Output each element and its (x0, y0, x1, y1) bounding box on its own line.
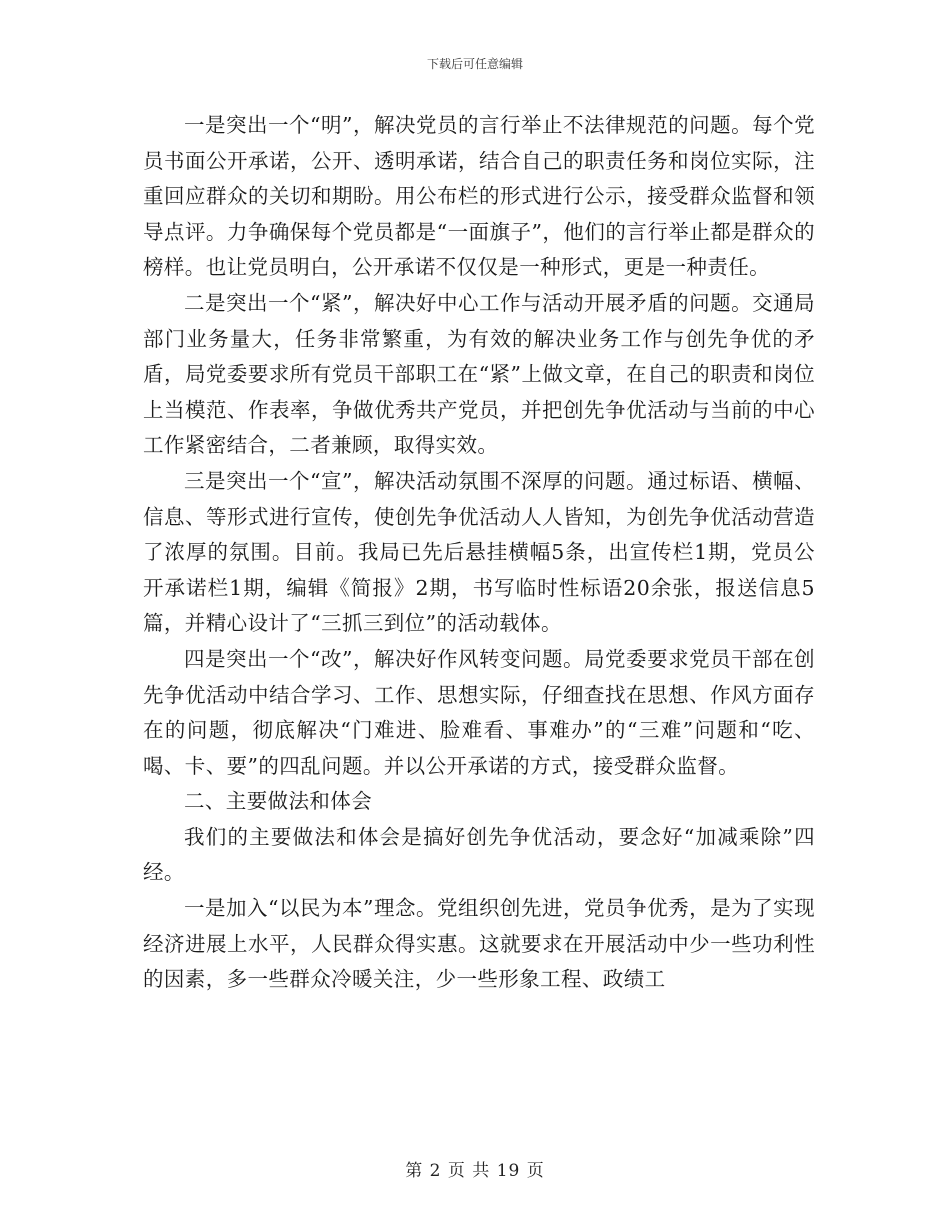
paragraph: 二是突出一个“紧”，解决好中心工作与活动开展矛盾的问题。交通局部门业务量大，任务非常繁重，为有效的解决业务工作与创先争优的矛盾，局党委要求所有党员干部职工在“紧”上做文章，在自己的职责和岗位上当模范、作表率，争做优秀共产党员，并把创先争优活动与当前的中心工作紧密结合，二者兼顾，取得实效。 (143, 290, 815, 458)
paragraph: 我们的主要做法和体会是搞好创先争优活动，要念好“加减乘除”四经。 (143, 824, 815, 885)
page-header: 下载后可任意编辑 (426, 57, 523, 71)
page-footer: 第 2 页 共 19 页 (405, 1161, 545, 1181)
section-heading: 二、主要做法和体会 (184, 789, 373, 814)
document-body (143, 108, 815, 998)
paragraph: 一是加入“以民为本”理念。党组织创先进，党员争优秀，是为了实现经济进展上水平，人民群众得实惠。这就要求在开展活动中少一些功利性的因素，多一些群众冷暖关注，少一些形象工程、政绩工 (143, 896, 815, 992)
paragraph: 四是突出一个“改”，解决好作风转变问题。局党委要求党员干部在创先争优活动中结合学习、工作、思想实际，仔细查找在思想、作风方面存在的问题，彻底解决“门难进、脸难看、事难办”的“三难”问题和“吃、喝、卡、要”的四乱问题。并以公开承诺的方式，接受群众监督。 (143, 646, 815, 778)
paragraph: 一是突出一个“明”，解决党员的言行举止不法律规范的问题。每个党员书面公开承诺，公开、透明承诺，结合自己的职责任务和岗位实际，注重回应群众的关切和期盼。用公布栏的形式进行公示，接受群众监督和领导点评。力争确保每个党员都是“一面旗子”，他们的言行举止都是群众的榜样。也让党员明白，公开承诺不仅仅是一种形式，更是一种责任。 (143, 113, 815, 280)
paragraph: 三是突出一个“宣”，解决活动氛围不深厚的问题。通过标语、横幅、信息、等形式进行宣传，使创先争优活动人人皆知，为创先争优活动营造了浓厚的氛围。目前。我局已先后悬挂横幅5条，出宣传栏1期，党员公开承诺栏1期，编辑《简报》2期，书写临时性标语20余张，报送信息5篇，并精心设计了“三抓三到位”的活动载体。 (143, 468, 815, 636)
